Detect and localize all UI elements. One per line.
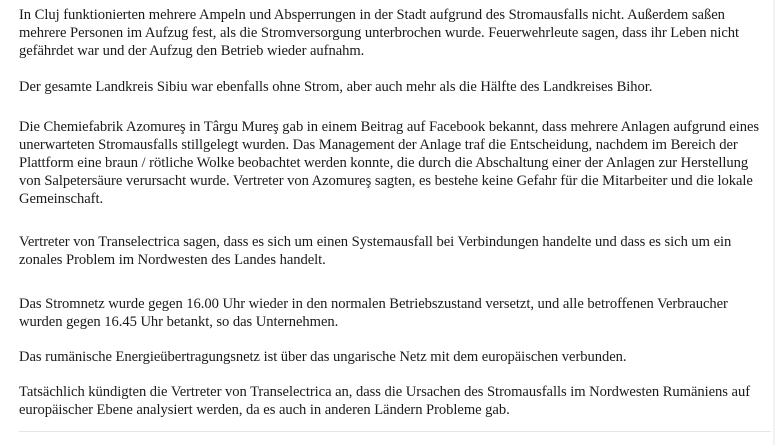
article-paragraph: Das rumänische Energieübertragungsnetz ist über das ungarische Netz mit dem europäischen verbunden.: [19, 349, 627, 365]
divider: [19, 431, 771, 432]
article-paragraph: In Cluj funktionierten mehrere Ampeln und Absperrungen in der Stadt aufgrund des Stromausfalls nicht. Außerdem saßen mehrere Personen im Aufzug fest, als die Stromversorgung unterbrochen wurde. Feuerwehrleute sagen, dass ihr Leben nicht gefährdet war und der Aufzug den Betrieb wieder aufnahm.: [19, 7, 740, 59]
article-paragraph: Der gesamte Landkreis Sibiu war ebenfalls ohne Strom, aber auch mehr als die Hälfte des Landkreises Bihor.: [19, 79, 653, 95]
article-paragraph: Das Stromnetz wurde gegen 16.00 Uhr wieder in den normalen Betriebszustand versetzt, und alle betroffenen Verbraucher wurden gegen 16.45 Uhr betankt, so das Unternehmen.: [19, 296, 728, 330]
article-body: [19, 6, 771, 419]
article-paragraph: Die Chemiefabrik Azomureş in Târgu Mureş gab in einem Beitrag auf Facebook bekannt, dass mehrere Anlagen aufgrund eines unerwarteten Stromausfalls stillgelegt wurden. Das Management der Anlage traf die Entscheidung, nachdem im Bereich der Plattform eine braun / rötliche Wolke beobachtet werden konnte, die durch die Abschaltung einer der Anlagen zur Herstellung von Salpetersäure verursacht wurde. Vertreter von Azomureş sagten, es bestehe keine Gefahr für die Mitarbeiter und die lokale Gemeinschaft.: [19, 119, 759, 207]
article-paragraph: Vertreter von Transelectrica sagen, dass es sich um einen Systemausfall bei Verbindungen handelte und dass es sich um ein zonales Problem im Nordwesten des Landes handelt.: [19, 234, 732, 268]
article-paragraph: Tatsächlich kündigten die Vertreter von Transelectrica an, dass die Ursachen des Stromausfalls im Nordwesten Rumäniens auf europäischer Ebene analysiert werden, da es auch in anderen Ländern Probleme gab.: [19, 384, 751, 418]
